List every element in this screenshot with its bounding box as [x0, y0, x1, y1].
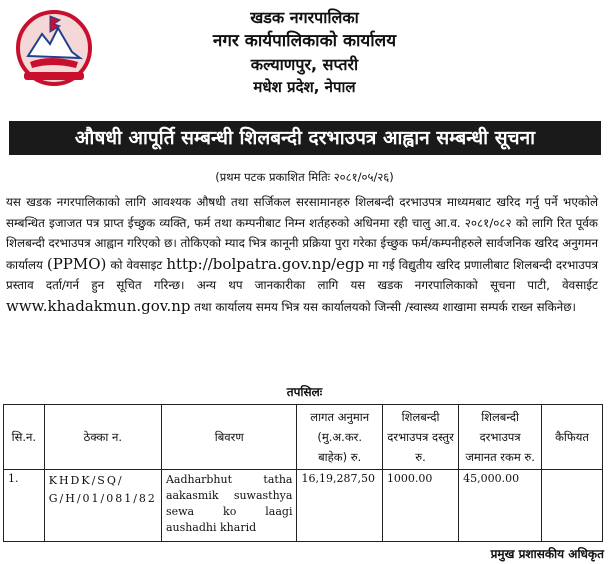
cell-contract-no: KHDK/SQ/ G/H/01/081/82: [44, 470, 161, 542]
notice-title-banner: औषधी आपूर्ति सम्बन्धी शिलबन्दी दरभाउपत्र आह्वान सम्बन्धी सूचना: [9, 121, 601, 155]
body-text-2: को वेवसाइट: [106, 257, 163, 272]
header-bid-security: शिलबन्दी दरभाउपत्र जमानत रकम रु.: [459, 405, 542, 470]
publish-date-note: (प्रथम पटक प्रकाशित मितिः २०८१/०५/२६): [215, 170, 394, 184]
ppmo-label: (PPMO): [46, 254, 107, 273]
notice-body: [6, 192, 598, 317]
header-sn: सि.न.: [4, 405, 45, 470]
header-cost-estimate: लागत अनुमान (मु.अ.कर. बाहेक) रु.: [297, 405, 382, 470]
office-location: कल्याणपुर, सप्तरी: [250, 55, 359, 74]
header-remarks: कैफियत: [542, 405, 603, 470]
cell-bid-security: 45,000.00: [459, 470, 542, 542]
header-bid-fee: शिलबन्दी दरभाउपत्र दस्तुर रु.: [382, 405, 458, 470]
municipality-website-link[interactable]: www.khadakmun.gov.np: [6, 296, 191, 315]
municipality-name: खडक नगरपालिका: [250, 8, 359, 27]
cell-sn: 1.: [4, 470, 45, 542]
cell-remarks: [542, 470, 603, 542]
bolpatra-link[interactable]: http://bolpatra.gov.np/egp: [166, 254, 365, 273]
body-text-4: तथा कार्यालय समय भित्र यस कार्यालयको जिन्सी /स्वास्थ्य शाखामा सम्पर्क राख्न सकिनेछ।: [190, 299, 576, 314]
cell-cost-estimate: 16,19,287,50: [297, 470, 382, 542]
cell-description: Aadharbhut tatha aakasmik suwasthya sewa ko laagi aushadhi kharid: [161, 470, 297, 542]
schedule-title: तपसिलः: [286, 385, 323, 399]
table-header-row: [4, 405, 603, 470]
province-country: मधेश प्रदेश, नेपाल: [253, 78, 356, 96]
schedule-table: [3, 404, 603, 542]
header-contract-no: ठेक्का न.: [44, 405, 161, 470]
table-row: [4, 470, 603, 542]
signatory-title: प्रमुख प्रशासकीय अधिकृत: [490, 547, 604, 561]
header-description: बिवरण: [161, 405, 297, 470]
body-text-1: यस खडक नगरपालिकाको लागि आवश्यक औषधी तथा सर्जिकल सरसामानहरु शिलबन्दी दरभाउपत्र माध्यमबाट खरिद गर्नु पर्ने भएकोले सम्बन्धित इजाजत पत्र प्राप्त ईच्छुक व्यक्ति, फर्म तथा कम्पनीबाट निम्न शर्तहरुको अधिनमा रही चालु आ.व. २०८१/०८२ को लागि रित पूर्वक शिलबन्दी दरभाउपत्र आह्वान गरिएको छ। तोकिएको म्याद भित्र कानूनी प्रक्रिया पुरा गरेका ईच्छुक फर्म/कम्पनीहरुले सार्वजनिक खरिद अनुगमन कार्यालय: [6, 195, 598, 272]
body-text-3: मा गई विद्युतीय खरिद प्रणालीबाट शिलबन्दी दरभाउपत्र प्रस्ताव दर्ता/गर्न हुन सूचित गरिन्छ। अन्य थप जानकारीका लागि यस खडक नगरपालिकाको सूचना पाटी, वेवसाईट: [6, 257, 598, 292]
office-name: नगर कार्यपालिकाको कार्यालय: [212, 31, 397, 51]
cell-bid-fee: 1000.00: [382, 470, 458, 542]
